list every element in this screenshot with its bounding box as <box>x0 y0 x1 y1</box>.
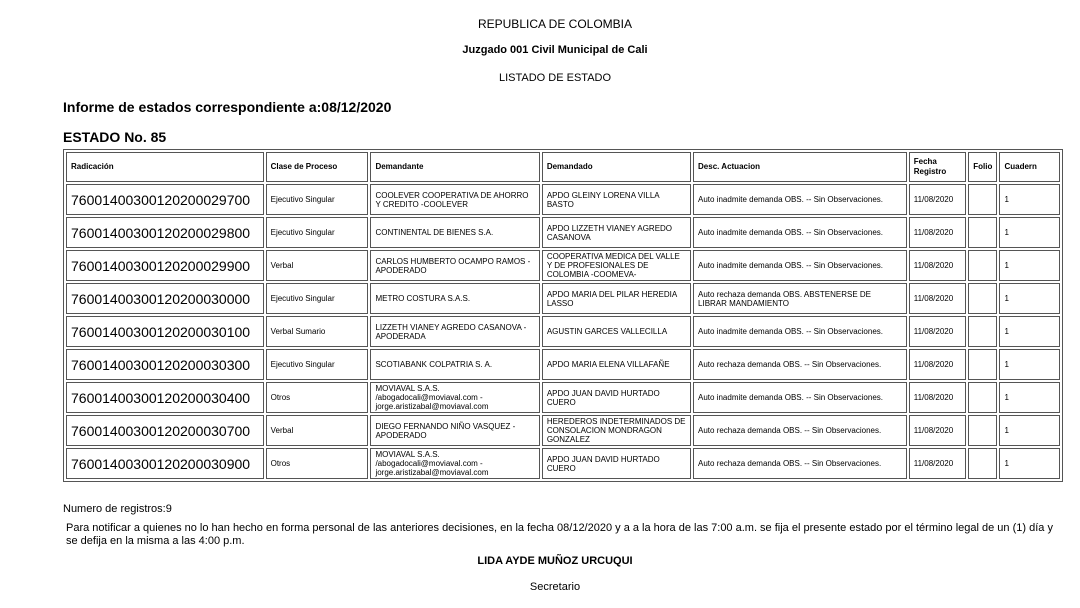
cell-actuacion: Auto inadmite demanda OBS. -- Sin Observaciones. <box>693 217 907 248</box>
table-row <box>66 382 1060 413</box>
column-header: Desc. Actuacion <box>693 152 907 182</box>
cell-folio <box>968 382 997 413</box>
cell-demandante: METRO COSTURA S.A.S. <box>370 283 539 314</box>
header-list-title: LISTADO DE ESTADO <box>498 72 612 84</box>
cell-fecha: 11/08/2020 <box>909 217 966 248</box>
cell-actuacion: Auto inadmite demanda OBS. -- Sin Observaciones. <box>693 382 907 413</box>
table-row <box>66 250 1060 281</box>
table-row <box>66 349 1060 380</box>
cell-actuacion: Auto rechaza demanda OBS. -- Sin Observaciones. <box>693 349 907 380</box>
cell-folio <box>968 250 997 281</box>
cell-radicacion: 76001400300120200029800 <box>66 217 264 248</box>
cell-fecha: 11/08/2020 <box>909 382 966 413</box>
cell-actuacion: Auto rechaza demanda OBS. -- Sin Observaciones. <box>693 448 907 479</box>
cell-demandante: DIEGO FERNANDO NIÑO VASQUEZ - APODERADO <box>370 415 539 446</box>
column-header: Demandante <box>370 152 539 182</box>
column-header: Clase de Proceso <box>266 152 369 182</box>
cell-actuacion: Auto rechaza demanda OBS. ABSTENERSE DE LIBRAR MANDAMIENTO <box>693 283 907 314</box>
cell-fecha: 11/08/2020 <box>909 283 966 314</box>
cell-radicacion: 76001400300120200029900 <box>66 250 264 281</box>
cell-demandado: COOPERATIVA MEDICA DEL VALLE Y DE PROFESIONALES DE COLOMBIA -COOMEVA- <box>542 250 691 281</box>
cell-cuaderno: 1 <box>999 316 1060 347</box>
cell-cuaderno: 1 <box>999 283 1060 314</box>
cell-radicacion: 76001400300120200030300 <box>66 349 264 380</box>
cell-fecha: 11/08/2020 <box>909 184 966 215</box>
cell-fecha: 11/08/2020 <box>909 415 966 446</box>
header-court: Juzgado 001 Civil Municipal de Cali <box>462 44 648 56</box>
cell-demandante: MOVIAVAL S.A.S. /abogadocali@moviaval.com - jorge.aristizabal@moviaval.com <box>370 382 539 413</box>
cell-demandado: APDO JUAN DAVID HURTADO CUERO <box>542 448 691 479</box>
column-header: Demandado <box>542 152 691 182</box>
cell-clase: Ejecutivo Singular <box>266 217 369 248</box>
cell-actuacion: Auto inadmite demanda OBS. -- Sin Observaciones. <box>693 316 907 347</box>
estado-table <box>63 149 1063 482</box>
cell-clase: Ejecutivo Singular <box>266 349 369 380</box>
cell-demandado: APDO LIZZETH VIANEY AGREDO CASANOVA <box>542 217 691 248</box>
cell-demandado: APDO MARIA ELENA VILLAFAÑE <box>542 349 691 380</box>
table-row <box>66 184 1060 215</box>
cell-demandante: CARLOS HUMBERTO OCAMPO RAMOS - APODERADO <box>370 250 539 281</box>
cell-cuaderno: 1 <box>999 184 1060 215</box>
informe-title: Informe de estados correspondiente a:08/12/2020 <box>63 99 392 115</box>
column-header: Fecha Registro <box>909 152 966 182</box>
column-header: Cuadern <box>999 152 1060 182</box>
cell-demandado: APDO JUAN DAVID HURTADO CUERO <box>542 382 691 413</box>
cell-clase: Otros <box>266 448 369 479</box>
cell-folio <box>968 448 997 479</box>
cell-cuaderno: 1 <box>999 349 1060 380</box>
cell-clase: Ejecutivo Singular <box>266 283 369 314</box>
column-header: Folio <box>968 152 997 182</box>
cell-radicacion: 76001400300120200030100 <box>66 316 264 347</box>
cell-clase: Verbal Sumario <box>266 316 369 347</box>
cell-folio <box>968 184 997 215</box>
cell-cuaderno: 1 <box>999 217 1060 248</box>
cell-demandado: APDO GLEINY LORENA VILLA BASTO <box>542 184 691 215</box>
header-country: REPUBLICA DE COLOMBIA <box>477 17 633 31</box>
cell-fecha: 11/08/2020 <box>909 349 966 380</box>
table-row <box>66 316 1060 347</box>
table-header-row <box>66 152 1060 182</box>
cell-actuacion: Auto rechaza demanda OBS. -- Sin Observaciones. <box>693 415 907 446</box>
cell-radicacion: 76001400300120200029700 <box>66 184 264 215</box>
cell-demandado: HEREDEROS INDETERMINADOS DE CONSOLACION MONDRAGON GONZALEZ <box>542 415 691 446</box>
cell-cuaderno: 1 <box>999 415 1060 446</box>
cell-fecha: 11/08/2020 <box>909 316 966 347</box>
cell-clase: Otros <box>266 382 369 413</box>
signer-role: Secretario <box>529 581 581 593</box>
cell-fecha: 11/08/2020 <box>909 448 966 479</box>
cell-demandado: APDO MARIA DEL PILAR HEREDIA LASSO <box>542 283 691 314</box>
cell-cuaderno: 1 <box>999 448 1060 479</box>
cell-demandante: SCOTIABANK COLPATRIA S. A. <box>370 349 539 380</box>
cell-clase: Ejecutivo Singular <box>266 184 369 215</box>
notification-text: Para notificar a quienes no lo han hecho en forma personal de las anteriores decisiones, en la fecha 08/12/2020 y a a la hora de las 7:00 a.m. se fija el presente estado por el término legal de un (1) día y se defija en la misma a las 4:00 p.m. <box>66 522 1053 547</box>
table-row <box>66 415 1060 446</box>
signer-name: LIDA AYDE MUÑOZ URCUQUI <box>477 555 633 567</box>
cell-radicacion: 76001400300120200030700 <box>66 415 264 446</box>
cell-cuaderno: 1 <box>999 382 1060 413</box>
cell-radicacion: 76001400300120200030000 <box>66 283 264 314</box>
cell-actuacion: Auto inadmite demanda OBS. -- Sin Observaciones. <box>693 184 907 215</box>
cell-demandante: LIZZETH VIANEY AGREDO CASANOVA - APODERADA <box>370 316 539 347</box>
table-row <box>66 283 1060 314</box>
cell-actuacion: Auto inadmite demanda OBS. -- Sin Observaciones. <box>693 250 907 281</box>
cell-fecha: 11/08/2020 <box>909 250 966 281</box>
cell-cuaderno: 1 <box>999 250 1060 281</box>
cell-demandante: COOLEVER COOPERATIVA DE AHORRO Y CREDITO -COOLEVER <box>370 184 539 215</box>
cell-clase: Verbal <box>266 415 369 446</box>
table-row <box>66 217 1060 248</box>
cell-folio <box>968 349 997 380</box>
column-header: Radicación <box>66 152 264 182</box>
cell-radicacion: 76001400300120200030900 <box>66 448 264 479</box>
record-count: Numero de registros:9 <box>63 503 172 515</box>
cell-folio <box>968 415 997 446</box>
cell-demandante: MOVIAVAL S.A.S. /abogadocali@moviaval.com - jorge.aristizabal@moviaval.com <box>370 448 539 479</box>
cell-demandado: AGUSTIN GARCES VALLECILLA <box>542 316 691 347</box>
cell-folio <box>968 283 997 314</box>
estado-number: ESTADO No. 85 <box>63 129 167 145</box>
cell-radicacion: 76001400300120200030400 <box>66 382 264 413</box>
cell-clase: Verbal <box>266 250 369 281</box>
cell-folio <box>968 316 997 347</box>
cell-folio <box>968 217 997 248</box>
table-row <box>66 448 1060 479</box>
cell-demandante: CONTINENTAL DE BIENES S.A. <box>370 217 539 248</box>
